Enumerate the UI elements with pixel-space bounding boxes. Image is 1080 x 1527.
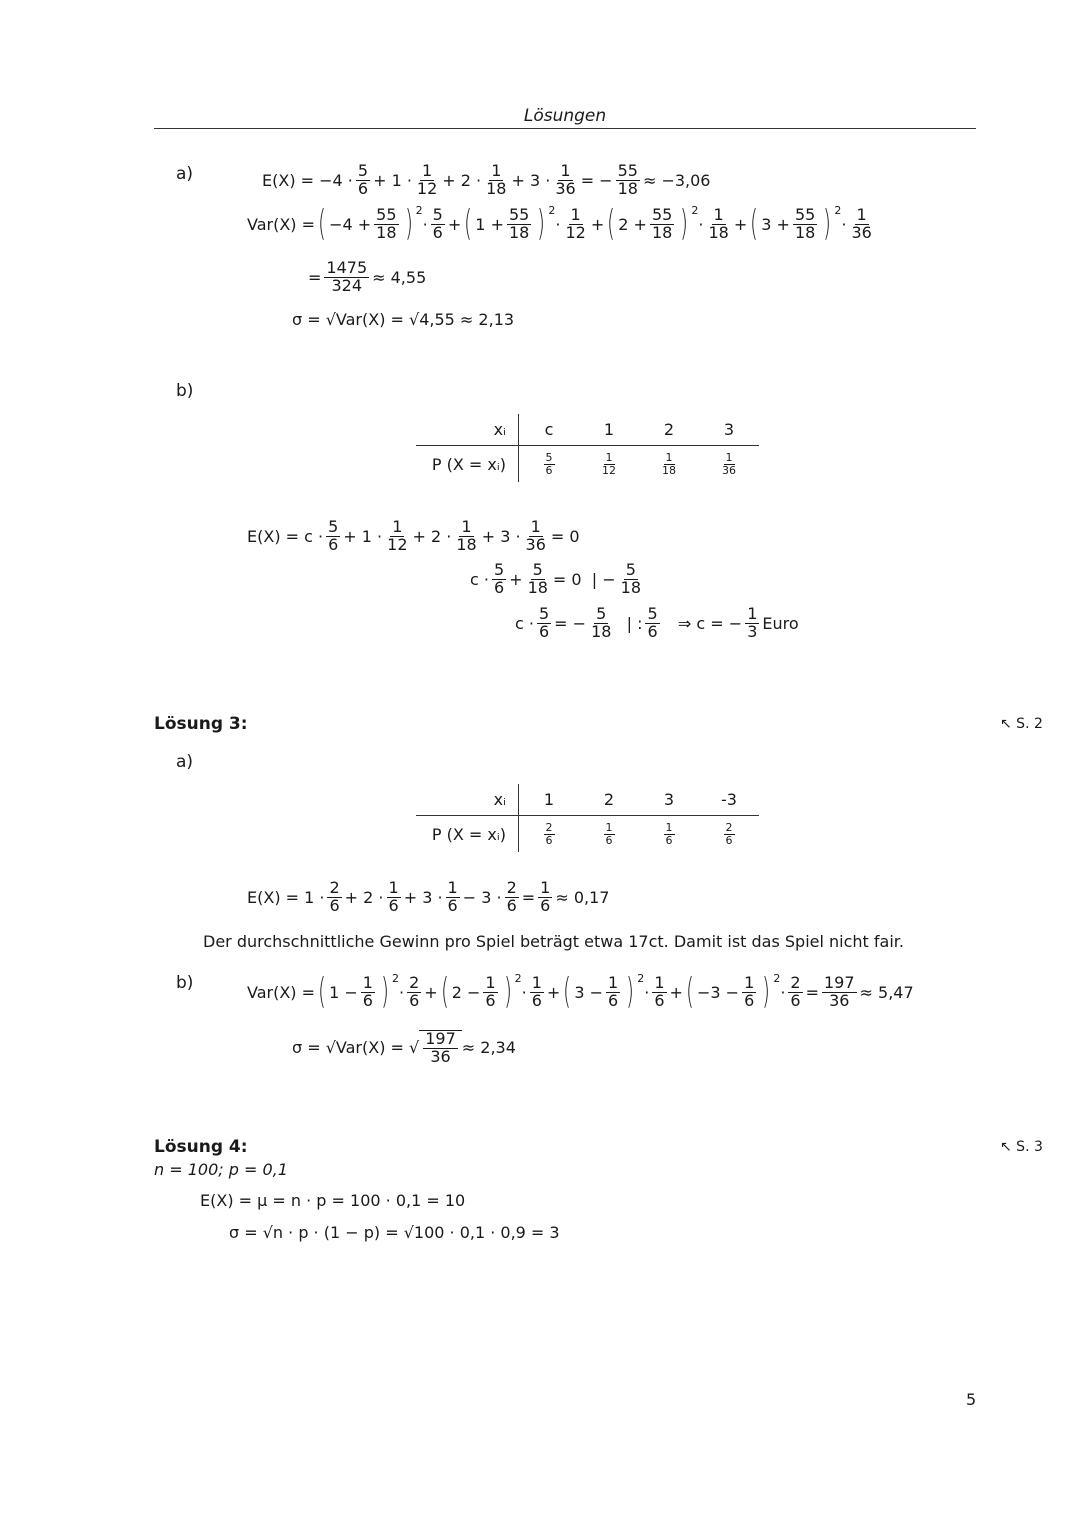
table2-header-x: xᵢ — [416, 784, 519, 816]
sigma-4: σ = √n · p · (1 − p) = √100 · 0,1 · 0,9 = 3 — [229, 1223, 560, 1242]
page-header: Lösungen — [523, 106, 607, 126]
table2-x: 1 — [519, 784, 580, 816]
ex-equation-3a: E(X) = 1 · 2 6 + 2 · 1 6 + 3 · 1 6 − 3 · 2 6 = $\frac{1}{6}$ ≈ 0,17 — [247, 878, 610, 915]
ex-result: ≈ −3,06 — [642, 170, 711, 190]
loesung-4-heading: Lösung 4: — [154, 1137, 248, 1157]
given-values: n = 100; p = 0,1 — [154, 1160, 288, 1179]
label-3a: a) — [176, 752, 194, 772]
sigma-a: σ = √Var(X) = √4,55 ≈ 2,13 — [292, 310, 515, 329]
label-a: a) — [176, 164, 194, 184]
var-result-a: = $\frac{1475}{324}$ ≈ 4,55 — [308, 258, 427, 295]
fairness-sentence: Der durchschnittliche Gewinn pro Spiel beträgt etwa 17ct. Damit ist das Spiel nicht fair. — [203, 932, 904, 951]
table1-x: 2 — [639, 414, 699, 446]
expected-value-4: E(X) = μ = n · p = 100 · 0,1 = 10 — [200, 1191, 466, 1210]
var-equation-a: Var(X) = ( −4 + 55 18 ) 2 · 5 6 + ( 1 + 55 18 ) 2 · 1 12 + ( 2 + 55 18 ) 2 · 1 18 + ( 3 + 55 18 ) 2 · 1 36 — [247, 203, 872, 244]
table1-x: c — [519, 414, 580, 446]
sigma-3b: σ = √Var(X) = √ $\frac{197}{36}$ ≈ 2,34 — [292, 1029, 516, 1066]
var-prefix: Var(X) = — [247, 214, 316, 234]
var-equation-3b: Var(X) = ( 1 − 1 6 ) 2 · 2 6 + ( 2 − 1 6 ) 2 · 1 6 + ( 3 − 1 6 ) 2 · 1 6 + ( −3 − 1 6 ) 2 · 2 6 = $\frac{197}{36}$ ≈ 5,47 — [247, 971, 914, 1012]
ex-equation-b1: E(X) = c · 5 6 + 1 · 1 12 + 2 · 1 18 + 3 · $\frac{1}{36}$ = 0 — [247, 517, 580, 554]
ex-equation-a: E(X) = −4 · 5 6 + 1 · 1 12 + 2 · 1 18 + 3 · 1 36 = − $\frac{55}{18}$ ≈ −3,06 — [262, 161, 711, 198]
ex-equation-b3: c · 5 6 = − 5 18 | : 5 6 ⇒ c = − $\frac{1}{3}$ Euro — [515, 604, 799, 641]
label-3b: b) — [176, 973, 194, 993]
value-table-2: xᵢ 1 2 3 -3 P (X = xᵢ) $\frac{2}{6}$ $\frac{1}{6}$ $\frac{1}{6}$ $\frac{2}{6}$ — [416, 784, 759, 852]
ex-prefix: E(X) = −4 · — [262, 170, 353, 190]
table2-x: -3 — [699, 784, 759, 816]
table2-header-p: P (X = xᵢ) — [416, 816, 519, 853]
table1-x: 3 — [699, 414, 759, 446]
table2-x: 3 — [639, 784, 699, 816]
table1-header-p: P (X = xᵢ) — [416, 446, 519, 483]
ex-equation-b2: c · 5 6 + $\frac{5}{18}$ = 0 | − 5 18 — [470, 560, 642, 597]
page-number: 5 — [966, 1390, 977, 1409]
page-ref-s2: ↖ S. 2 — [1000, 716, 1043, 732]
table1-header-x: xᵢ — [416, 414, 519, 446]
table2-x: 2 — [579, 784, 639, 816]
header-rule — [154, 128, 976, 129]
value-table-1: xᵢ c 1 2 3 P (X = xᵢ) $\frac{5}{6}$ $\frac{1}{12}$ $\frac{1}{18}$ $\frac{1}{36}$ — [416, 414, 759, 482]
loesung-3-heading: Lösung 3: — [154, 714, 248, 734]
page-ref-s3: ↖ S. 3 — [1000, 1139, 1043, 1155]
label-b: b) — [176, 381, 194, 401]
table1-x: 1 — [579, 414, 639, 446]
